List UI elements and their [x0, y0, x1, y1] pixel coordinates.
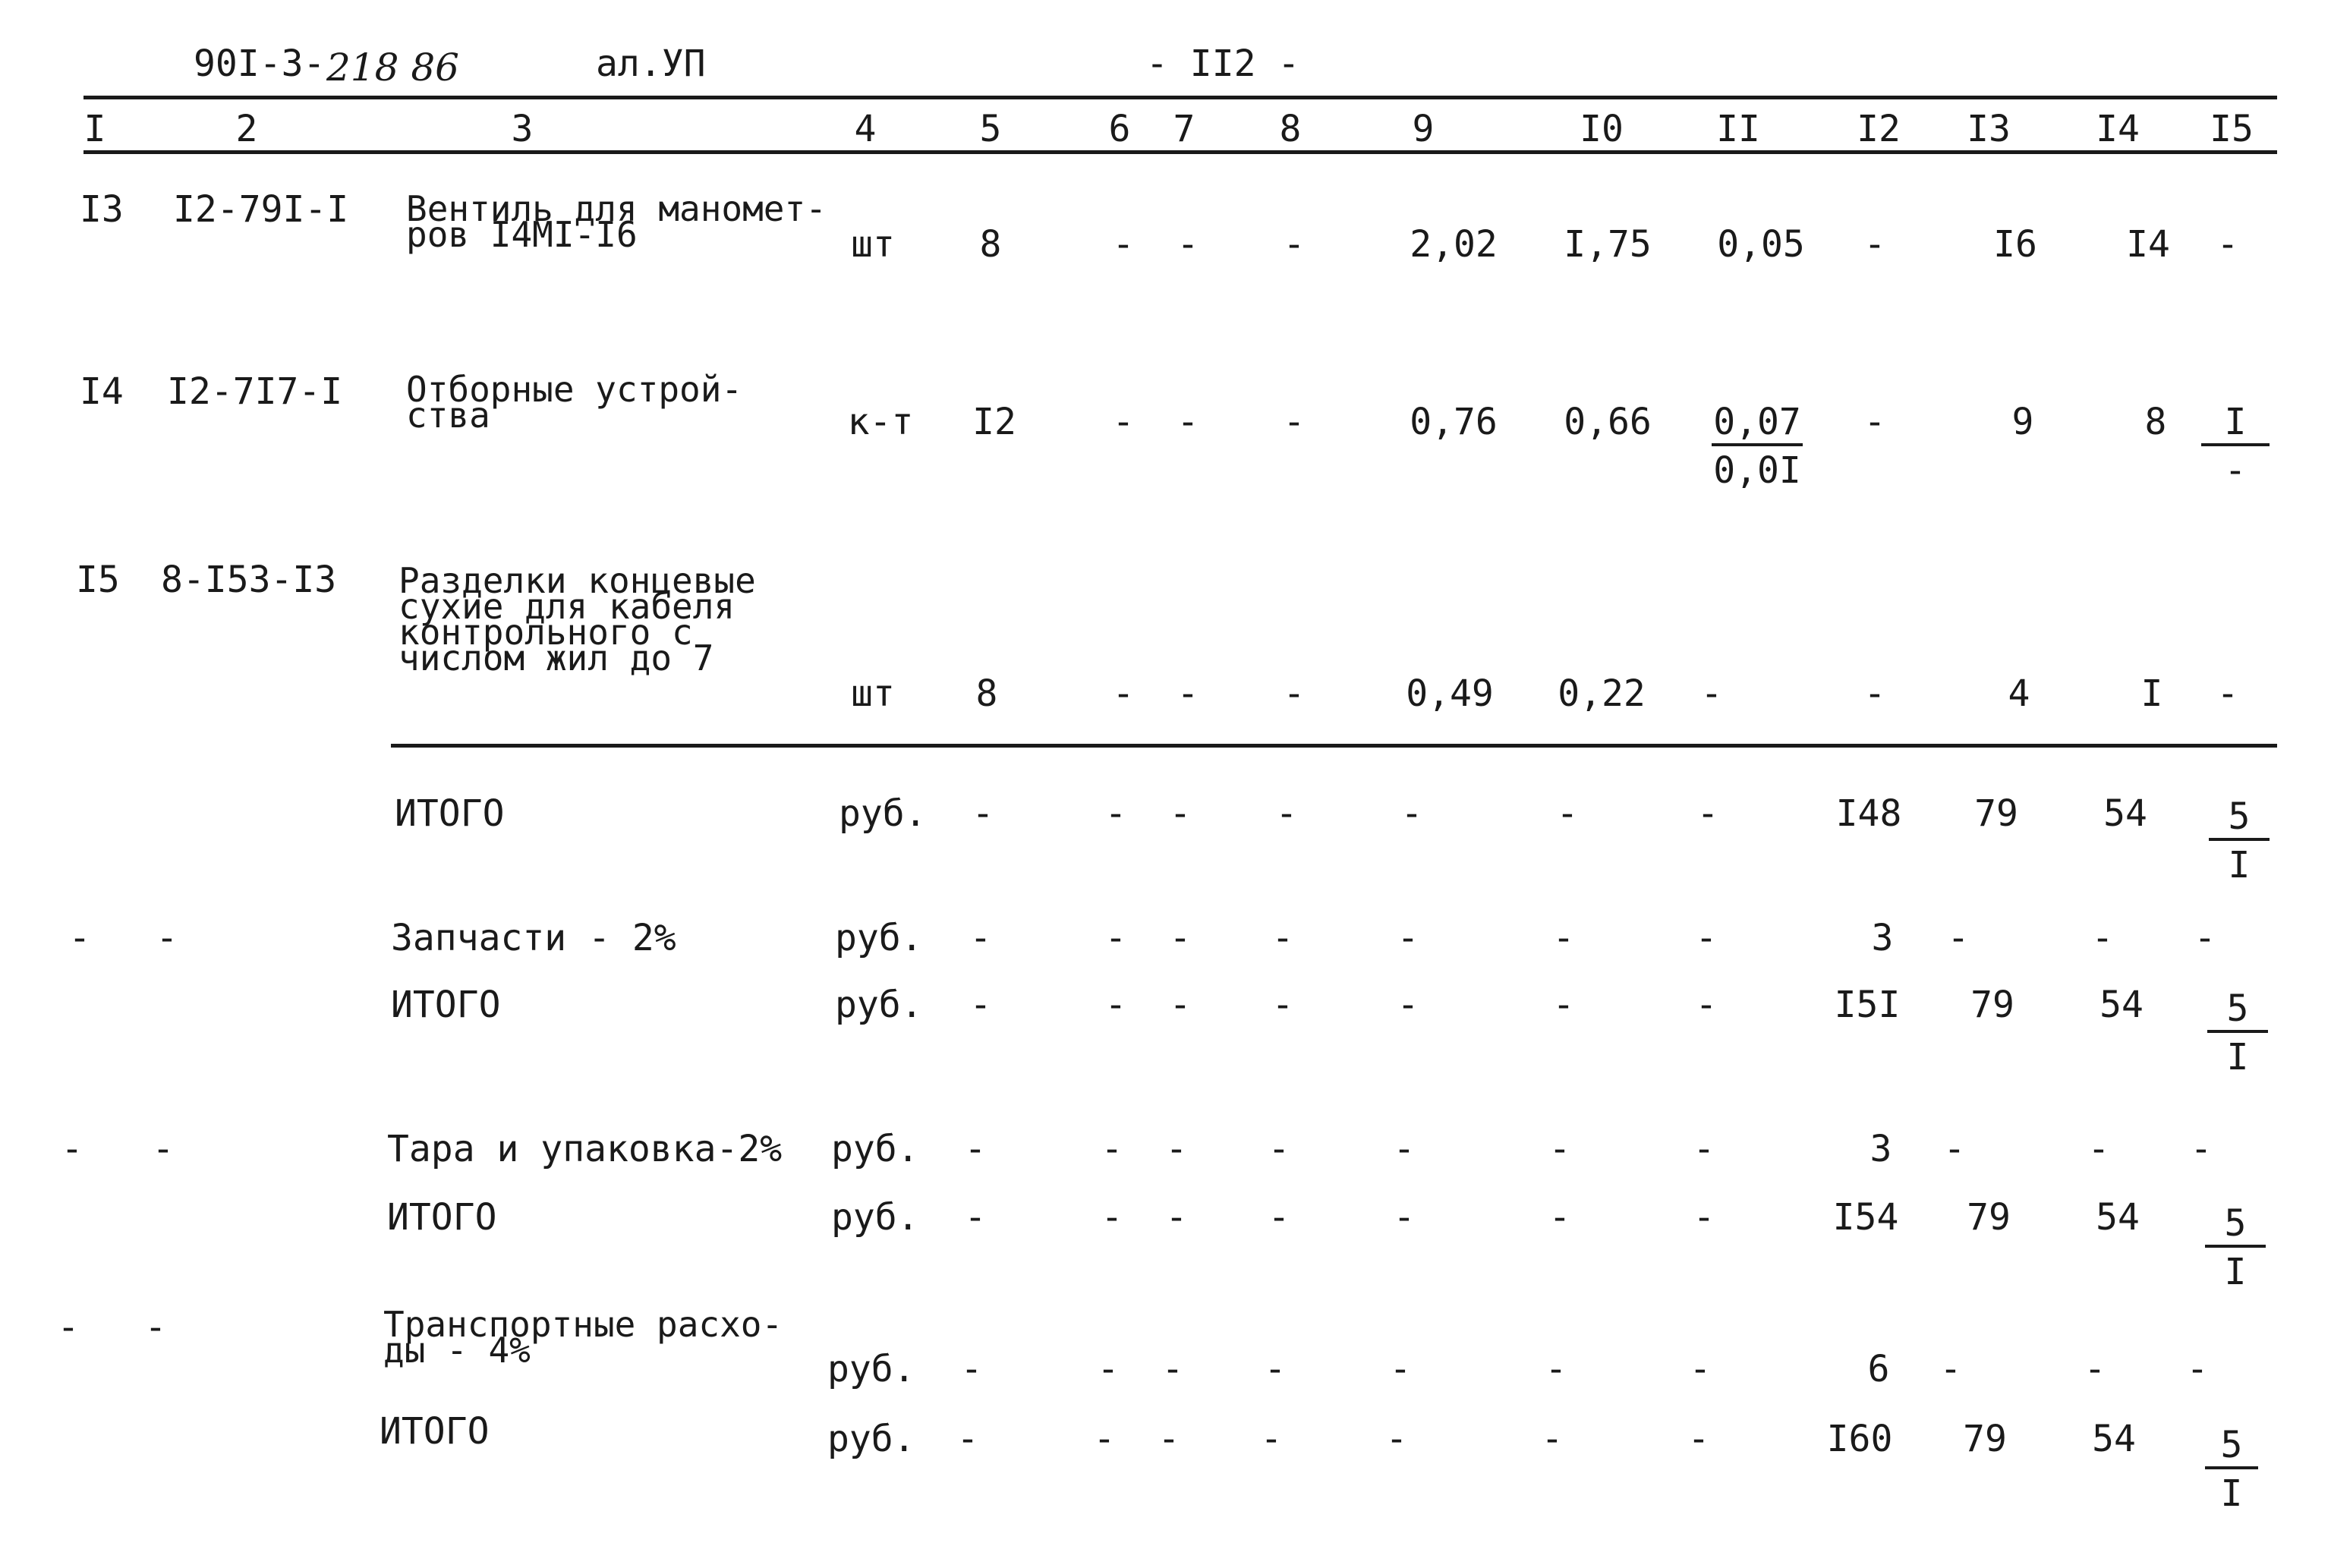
cell-c8: -: [1260, 1418, 1283, 1460]
cell-c15: -: [2190, 1128, 2213, 1170]
fraction-numerator: 5: [2220, 1424, 2243, 1466]
cell-c14: 54: [2096, 1196, 2140, 1239]
cell-c12: 3: [1871, 917, 1894, 959]
cell-c8: -: [1264, 1348, 1287, 1390]
cell-c14: 54: [2103, 792, 2147, 835]
page-number: - II2 -: [1146, 43, 1300, 85]
cell-c8: -: [1271, 984, 1294, 1026]
row-number: I5: [76, 559, 120, 601]
fraction-numerator: 5: [2228, 795, 2251, 838]
fraction-bar: [2205, 1466, 2258, 1469]
fraction-bar: [2205, 1245, 2266, 1248]
summary-unit: руб.: [827, 1348, 915, 1390]
cell-c2: -: [144, 1306, 167, 1349]
header-bottom-rule: [83, 150, 2277, 154]
cell-c14: I4: [2126, 223, 2170, 266]
cell-c10: -: [1541, 1418, 1564, 1460]
cell-c14: 54: [2092, 1418, 2136, 1460]
cell-c15-fraction: [2207, 987, 2268, 1078]
summary-label: Транспортные расхо- ды - 4%: [383, 1304, 783, 1371]
cell-c9: -: [1393, 1196, 1416, 1239]
cell-c13: 79: [1967, 1196, 2011, 1239]
column-header: 8: [1279, 108, 1302, 150]
cell-c5: 8: [975, 672, 998, 715]
cell-c9: -: [1389, 1348, 1412, 1390]
fraction-denominator: I: [2220, 1472, 2243, 1515]
cell-c6: -: [1101, 1196, 1123, 1239]
row-unit: к-т: [847, 401, 914, 443]
row-unit: шт: [851, 223, 895, 266]
cell-c5: -: [964, 1128, 987, 1170]
cell-c10: -: [1552, 917, 1575, 959]
summary-label: ИТОГО: [395, 792, 505, 835]
cell-c2: -: [152, 1128, 175, 1170]
summary-unit: руб.: [839, 792, 927, 835]
cell-c7: -: [1177, 223, 1199, 266]
cell-c6: -: [1104, 984, 1127, 1026]
cell-c15-fraction: [2205, 1202, 2266, 1293]
column-header: I0: [1580, 108, 1624, 150]
cell-c1: -: [61, 1128, 83, 1170]
cell-c9: 2,02: [1410, 223, 1498, 266]
fraction-bar: [2201, 443, 2270, 446]
cell-c5: -: [964, 1196, 987, 1239]
cell-c14: 54: [2099, 984, 2144, 1026]
row-number: I3: [80, 188, 124, 231]
fraction-numerator: 0,07: [1713, 401, 1801, 443]
cell-c1: -: [57, 1306, 80, 1349]
cell-c9: -: [1400, 792, 1423, 835]
cell-c14: -: [2087, 1128, 2110, 1170]
cell-c11: -: [1700, 672, 1723, 715]
cell-c7: -: [1177, 401, 1199, 443]
cell-c7: -: [1165, 1196, 1188, 1239]
summary-unit: руб.: [827, 1418, 915, 1460]
cell-c6: -: [1101, 1128, 1123, 1170]
cell-c12: I5I: [1834, 984, 1901, 1026]
cell-c15-fraction: [2205, 1424, 2258, 1515]
column-header: 7: [1173, 108, 1195, 150]
summary-label: ИТОГО: [380, 1410, 490, 1453]
fraction-bar: [1712, 443, 1803, 446]
cell-c13: 79: [1970, 984, 2014, 1026]
fraction-numerator: I: [2224, 401, 2247, 443]
column-header: I: [83, 108, 106, 150]
cell-c9: 0,76: [1410, 401, 1498, 443]
cell-c11: -: [1696, 792, 1719, 835]
cell-c7: -: [1161, 1348, 1184, 1390]
document-code: 90I-3-: [194, 43, 326, 85]
cell-c10: I,75: [1564, 223, 1652, 266]
column-header: I5: [2210, 108, 2254, 150]
cell-c10: -: [1545, 1348, 1567, 1390]
cell-c8: -: [1283, 223, 1306, 266]
cell-c8: -: [1268, 1128, 1290, 1170]
cell-c13: 79: [1974, 792, 2018, 835]
album-label: ал.УП: [596, 43, 706, 85]
cell-c5: -: [972, 792, 994, 835]
cell-c14: -: [2091, 917, 2114, 959]
cell-c14: I: [2140, 672, 2163, 715]
cell-c5: 8: [979, 223, 1002, 266]
cell-c11: -: [1693, 1196, 1715, 1239]
cell-c11: -: [1695, 917, 1718, 959]
column-header: 4: [854, 108, 877, 150]
cell-c8: -: [1275, 792, 1298, 835]
cell-c11: 0,05: [1717, 223, 1805, 266]
cell-c5: I2: [972, 401, 1016, 443]
cell-c6: -: [1104, 917, 1127, 959]
fraction-denominator: I: [2224, 1251, 2247, 1293]
summary-unit: руб.: [835, 984, 923, 1026]
fraction-denominator: 0,0I: [1713, 449, 1801, 492]
cell-c13: -: [1947, 917, 1970, 959]
cell-c11-fraction: [1712, 401, 1803, 492]
cell-c10: -: [1552, 984, 1575, 1026]
cell-c5: -: [956, 1418, 979, 1460]
cell-c11: -: [1693, 1128, 1715, 1170]
cell-c8: -: [1283, 401, 1306, 443]
cell-c6: -: [1104, 792, 1127, 835]
column-header: II: [1716, 108, 1760, 150]
summary-unit: руб.: [831, 1196, 919, 1239]
summary-unit: руб.: [835, 917, 923, 959]
column-header: 3: [511, 108, 534, 150]
column-header: 9: [1412, 108, 1435, 150]
cell-c5: -: [969, 917, 992, 959]
totals-separator-rule: [391, 744, 2277, 748]
cell-c12: I54: [1832, 1196, 1899, 1239]
cell-c7: -: [1177, 672, 1199, 715]
cell-c12: I60: [1826, 1418, 1893, 1460]
fraction-denominator: I: [2228, 844, 2251, 886]
cell-c10: -: [1556, 792, 1579, 835]
cell-c6: -: [1097, 1348, 1120, 1390]
cell-c15: -: [2216, 672, 2239, 715]
cell-c5: -: [969, 984, 992, 1026]
cell-c7: -: [1165, 1128, 1188, 1170]
column-header: 2: [235, 108, 258, 150]
cell-c10: 0,22: [1558, 672, 1646, 715]
fraction-denominator: I: [2226, 1036, 2249, 1078]
cell-c9: -: [1397, 917, 1419, 959]
row-code: 8-I53-I3: [161, 559, 337, 601]
row-name: Вентиль для маномет- ров I4МI-I6: [406, 188, 827, 255]
row-code: I2-79I-I: [173, 188, 349, 231]
cell-c12: 6: [1867, 1348, 1890, 1390]
cell-c8: -: [1283, 672, 1306, 715]
row-name: Отборные устрой- ства: [406, 369, 743, 436]
cell-c6: -: [1112, 223, 1135, 266]
cell-c5: -: [960, 1348, 983, 1390]
cell-c9: -: [1393, 1128, 1416, 1170]
cell-c12: -: [1863, 672, 1886, 715]
cell-c8: -: [1271, 917, 1294, 959]
column-header: I4: [2096, 108, 2140, 150]
row-name: Разделки концевые сухие для кабеля контрольного с числом жил до 7: [398, 560, 756, 679]
cell-c15-fraction: [2209, 795, 2270, 886]
header-top-rule: [83, 96, 2277, 99]
cell-c13: -: [1943, 1128, 1966, 1170]
cell-c7: -: [1169, 792, 1192, 835]
fraction-bar: [2207, 1030, 2268, 1033]
cell-c11: -: [1695, 984, 1718, 1026]
fraction-numerator: 5: [2226, 987, 2249, 1030]
row-code: I2-7I7-I: [167, 370, 343, 413]
cell-c14: 8: [2144, 401, 2167, 443]
cell-c9: -: [1385, 1418, 1408, 1460]
cell-c10: -: [1548, 1196, 1571, 1239]
cell-c13: I6: [1993, 223, 2037, 266]
cell-c7: -: [1169, 917, 1192, 959]
summary-label: ИТОГО: [387, 1196, 497, 1239]
column-header: 5: [979, 108, 1002, 150]
document-code-handwritten: 218 86: [326, 46, 459, 90]
cell-c10: -: [1548, 1128, 1571, 1170]
cell-c13: 9: [2011, 401, 2034, 443]
cell-c6: -: [1112, 672, 1135, 715]
cell-c11: -: [1689, 1348, 1712, 1390]
cell-c13: -: [1939, 1348, 1962, 1390]
cell-c12: -: [1863, 401, 1886, 443]
column-header: I2: [1857, 108, 1901, 150]
cell-c6: -: [1093, 1418, 1116, 1460]
summary-label: Запчасти - 2%: [391, 917, 676, 959]
cell-c15: -: [2186, 1348, 2209, 1390]
fraction-numerator: 5: [2224, 1202, 2247, 1245]
cell-c8: -: [1268, 1196, 1290, 1239]
summary-label: Тара и упаковка-2%: [387, 1128, 783, 1170]
cell-c7: -: [1169, 984, 1192, 1026]
cell-c6: -: [1112, 401, 1135, 443]
summary-unit: руб.: [831, 1128, 919, 1170]
cell-c2: -: [156, 917, 178, 959]
cell-c15: -: [2194, 917, 2216, 959]
row-number: I4: [80, 370, 124, 413]
cell-c15: -: [2216, 223, 2239, 266]
cell-c11: -: [1687, 1418, 1710, 1460]
cell-c14: -: [2084, 1348, 2106, 1390]
cell-c7: -: [1158, 1418, 1180, 1460]
cell-c10: 0,66: [1564, 401, 1652, 443]
row-unit: шт: [851, 672, 895, 715]
column-header: 6: [1108, 108, 1131, 150]
cell-c13: 4: [2008, 672, 2030, 715]
cell-c12: I48: [1835, 792, 1902, 835]
cell-c13: 79: [1963, 1418, 2007, 1460]
cell-c12: 3: [1870, 1128, 1892, 1170]
cell-c15-fraction: [2201, 401, 2270, 492]
column-header: I3: [1967, 108, 2011, 150]
fraction-bar: [2209, 838, 2270, 841]
cell-c9: -: [1397, 984, 1419, 1026]
cell-c9: 0,49: [1406, 672, 1494, 715]
summary-label: ИТОГО: [391, 984, 501, 1026]
cell-c12: -: [1863, 223, 1886, 266]
cell-c1: -: [68, 917, 91, 959]
fraction-denominator: -: [2224, 449, 2247, 492]
